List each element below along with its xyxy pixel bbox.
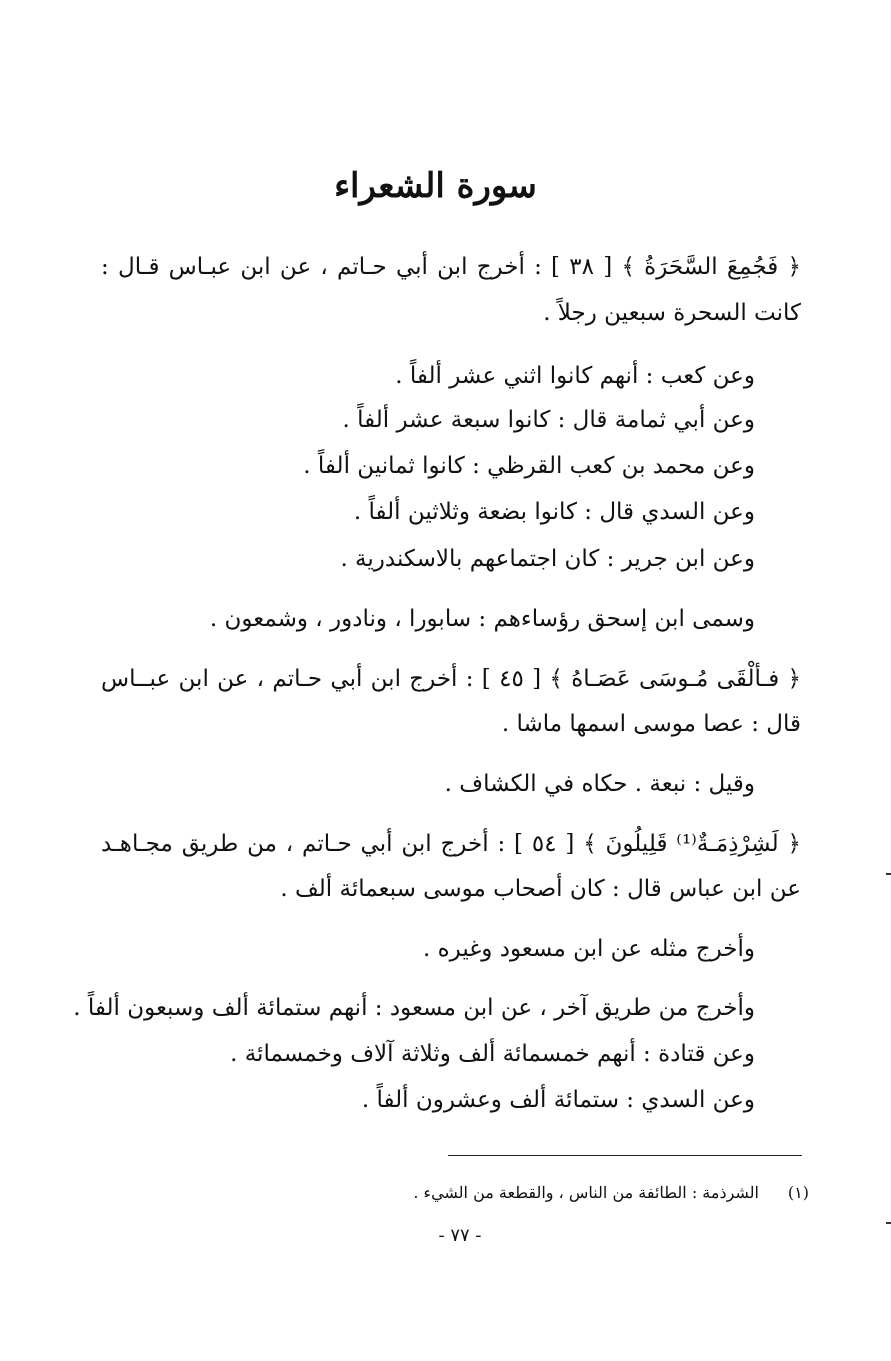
text-line: وعن ابن جرير : كان اجتماعهم بالاسكندرية . <box>340 546 755 572</box>
text-line: وأخرج من طريق آخر ، عن ابن مسعود : أنهم ستمائة ألف وسبعون ألفاً . <box>73 995 755 1021</box>
text-line: وعن أبي ثمامة قال : كانوا سبعة عشر ألفاً . <box>342 407 755 433</box>
text-line: وسمى ابن إسحق رؤساءهم : سابورا ، ونادور ، وشمعون . <box>209 606 755 632</box>
text-line: قال : عصا موسى اسمها ماشا . <box>501 711 801 737</box>
scan-edge-mark <box>886 873 891 875</box>
text-line: وعن محمد بن كعب القرظي : كانوا ثمانين ألفاً . <box>303 453 755 479</box>
text-line: عن ابن عباس قال : كان أصحاب موسى سبعمائة ألف . <box>280 876 801 902</box>
scan-edge-mark <box>886 1222 891 1224</box>
text-line: ﴿ فَجُمِعَ السَّحَرَةُ ﴾ [ ٣٨ ] : أخرج ابن أبي حـاتم ، عن ابن عبـاس قـال : <box>101 254 801 280</box>
page-number: - ٧٧ - <box>438 1225 482 1246</box>
surah-title: سورة الشعراء <box>334 166 537 206</box>
footnote-text: الشرذمة : الطائفة من الناس ، والقطعة من الشيء . <box>413 1183 759 1202</box>
text-line: ﴿ لَشِرْذِمَـةٌ⁽¹⁾ قَلِيلُونَ ﴾ [ ٥٤ ] : أخرج ابن أبي حـاتم ، من طريق مجـاهـد <box>101 831 801 857</box>
text-line: ﴿ فـألْقَى مُـوسَى عَصَـاهُ ﴾ [ ٤٥ ] : أخرج ابن أبي حـاتم ، عن ابن عبــاس <box>101 666 801 692</box>
text-line: وعن كعب : أنهم كانوا اثني عشر ألفاً . <box>395 363 755 389</box>
text-line: وأخرج مثله عن ابن مسعود وغيره . <box>422 936 755 962</box>
text-line: وعن قتادة : أنهم خمسمائة ألف وثلاثة آلاف وخمسمائة . <box>230 1041 755 1067</box>
text-line: وقيل : نبعة . حكاه في الكشاف . <box>444 771 755 797</box>
footnote-number: (١) <box>787 1183 809 1202</box>
text-line: وعن السدي قال : كانوا بضعة وثلاثين ألفاً . <box>353 499 755 525</box>
footnote-divider <box>448 1155 802 1156</box>
text-line: وعن السدي : ستمائة ألف وعشرون ألفاً . <box>361 1087 755 1113</box>
text-line: كانت السحرة سبعين رجلاً . <box>543 300 801 326</box>
